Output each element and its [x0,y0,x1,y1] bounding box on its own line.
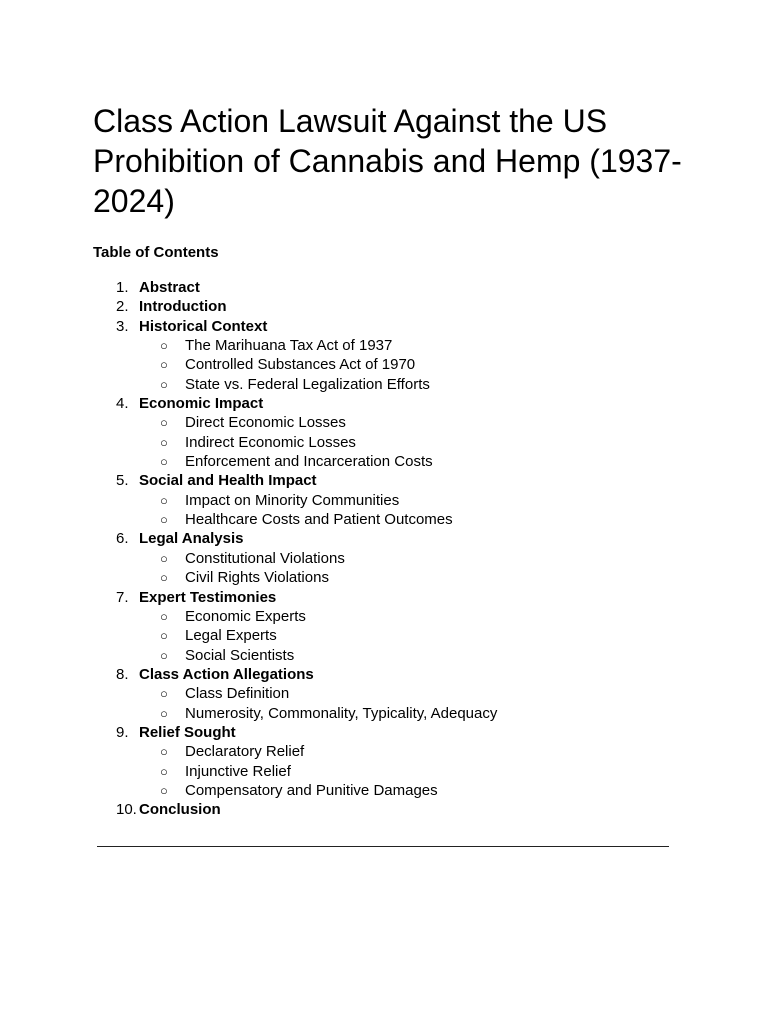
toc-item-number: 8. [116,665,129,683]
horizontal-divider [97,846,669,847]
hollow-circle-bullet-icon: ○ [160,782,168,798]
toc-item [0,665,768,723]
toc-item-row [0,723,768,742]
toc-subitem [0,549,768,568]
toc-subitem [0,684,768,703]
toc-item-label: Expert Testimonies [139,588,277,606]
toc-subitem-label: Injunctive Relief [185,762,291,780]
toc-item-number: 5. [116,472,129,490]
toc-item-number: 1. [116,279,129,296]
toc-item [0,723,768,800]
toc-subitem-label: State vs. Federal Legalization Efforts [185,375,430,393]
toc-item-number: 7. [116,588,129,606]
toc-item-row [0,588,768,607]
toc-item-label: Class Action Allegations [139,665,314,683]
toc-subitem-label: Constitutional Violations [185,549,345,567]
toc-item [0,394,768,471]
toc-item-row [0,317,768,336]
toc-item-label: Conclusion [139,801,221,819]
toc-sublist [0,607,768,665]
hollow-circle-bullet-icon: ○ [160,647,168,663]
toc-subitem-label: Direct Economic Losses [185,414,346,432]
toc-sublist [0,413,768,471]
toc-item-row [0,800,768,819]
toc-subitem-label: Civil Rights Violations [185,569,329,587]
toc-subitem-label: Enforcement and Incarceration Costs [185,453,433,471]
toc-subitem-label: Social Scientists [185,646,295,664]
toc-subitem-label: Class Definition [185,685,290,703]
toc-subitem [0,704,768,723]
toc-subitem-label: Compensatory and Punitive Damages [185,781,438,799]
toc-subitem [0,413,768,432]
page-title: Class Action Lawsuit Against the US Prohibition of Cannabis and Hemp (1937-2024) [93,103,682,219]
toc-item [0,471,768,529]
toc-item-number: 2. [116,298,129,316]
toc-item [0,800,768,819]
toc-item-number: 10. [116,801,137,819]
toc-subitem [0,433,768,452]
hollow-circle-bullet-icon: ○ [160,686,168,702]
toc-subitem-label: Healthcare Costs and Patient Outcomes [185,511,453,529]
toc-item [0,278,768,297]
toc-subitem [0,607,768,626]
toc-subitem-label: Controlled Substances Act of 1970 [185,356,416,374]
toc-item [0,297,768,316]
toc-subitem-label: Legal Experts [185,627,277,645]
toc-item-row [0,278,768,297]
hollow-circle-bullet-icon: ○ [160,357,168,373]
toc-sublist [0,491,768,530]
toc-item-number: 3. [116,317,129,335]
hollow-circle-bullet-icon: ○ [160,570,168,586]
toc-subitem [0,742,768,761]
hollow-circle-bullet-icon: ○ [160,628,168,644]
toc-item-row [0,471,768,490]
hollow-circle-bullet-icon: ○ [160,512,168,528]
toc-item-label: Abstract [139,279,200,296]
toc-subitem [0,781,768,800]
toc-subitem-label: The Marihuana Tax Act of 1937 [185,337,393,355]
toc-subitem [0,336,768,355]
hollow-circle-bullet-icon: ○ [160,608,168,624]
hollow-circle-bullet-icon: ○ [160,705,168,721]
hollow-circle-bullet-icon: ○ [160,763,168,779]
toc-item [0,588,768,665]
toc-item-row [0,297,768,316]
table-of-contents [0,278,768,820]
toc-sublist [0,742,768,800]
hollow-circle-bullet-icon: ○ [160,744,168,760]
hollow-circle-bullet-icon: ○ [160,454,168,470]
toc-subitem [0,762,768,781]
toc-subitem [0,626,768,645]
toc-subitem [0,646,768,665]
toc-item-number: 4. [116,395,129,413]
hollow-circle-bullet-icon: ○ [160,550,168,566]
hollow-circle-bullet-icon: ○ [160,434,168,450]
toc-subitem [0,491,768,510]
toc-subitem [0,355,768,374]
toc-item [0,529,768,587]
toc-item-row [0,665,768,684]
toc-item-number: 6. [116,530,129,548]
toc-item-label: Historical Context [139,317,268,335]
toc-item-number: 9. [116,723,129,741]
toc-item-row [0,529,768,548]
toc-item-label: Social and Health Impact [139,472,317,490]
toc-subitem-label: Declaratory Relief [185,743,305,761]
toc-item-label: Introduction [139,298,227,316]
toc-sublist [0,549,768,588]
toc-item-label: Legal Analysis [139,530,244,548]
toc-item-row [0,394,768,413]
hollow-circle-bullet-icon: ○ [160,376,168,392]
toc-heading: Table of Contents [93,244,219,261]
toc-subitem [0,375,768,394]
toc-item [0,317,768,394]
toc-subitem-label: Economic Experts [185,607,306,625]
toc-item-label: Relief Sought [139,723,236,741]
toc-subitem-label: Indirect Economic Losses [185,433,356,451]
toc-sublist [0,336,768,394]
toc-sublist [0,684,768,723]
toc-subitem [0,568,768,587]
toc-subitem [0,510,768,529]
toc-subitem-label: Numerosity, Commonality, Typicality, Adequacy [185,704,498,722]
toc-subitem [0,452,768,471]
hollow-circle-bullet-icon: ○ [160,338,168,354]
toc-item-label: Economic Impact [139,395,264,413]
hollow-circle-bullet-icon: ○ [160,415,168,431]
hollow-circle-bullet-icon: ○ [160,492,168,508]
toc-subitem-label: Impact on Minority Communities [185,491,400,509]
